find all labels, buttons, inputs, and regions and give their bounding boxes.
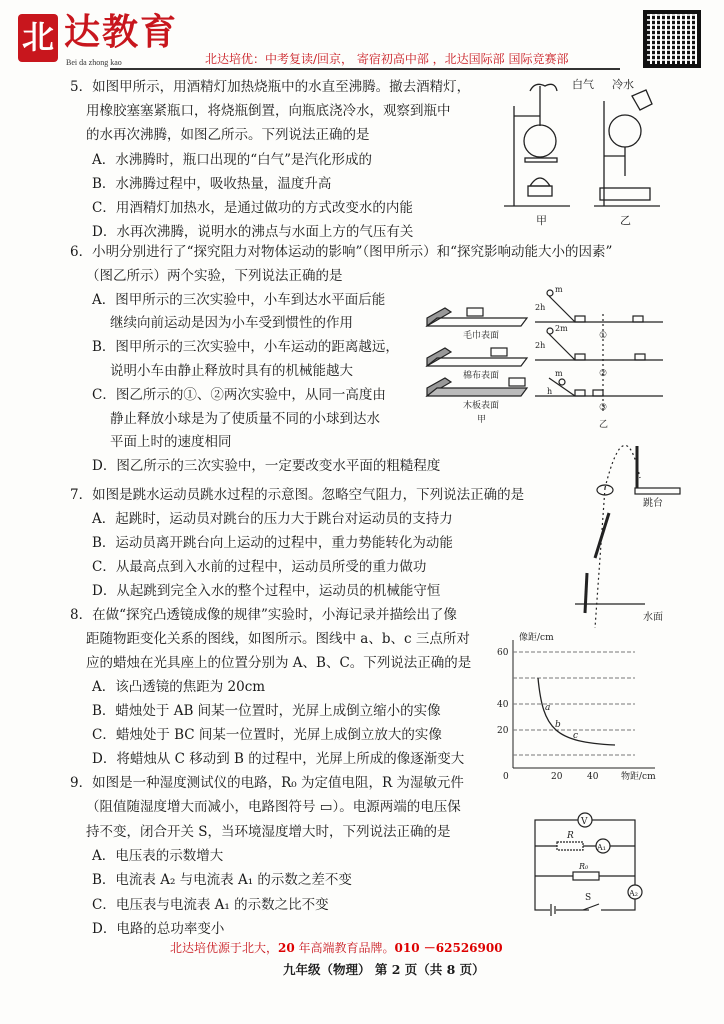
- header-divider: [110, 68, 620, 70]
- figure-label: A₁: [597, 843, 606, 852]
- question-text-line: 的水再次沸腾，如图乙所示。下列说法正确的是: [86, 127, 370, 144]
- figure-label: ②: [599, 369, 608, 379]
- question-text-line: C．电压表与电流表 A₁ 的示数之比不变: [92, 896, 329, 913]
- figure-label: c: [573, 731, 579, 741]
- brand-subtitle: Bei da zhong kao: [66, 58, 122, 67]
- question-text-line: 持不变，闭合开关 S，当环境湿度增大时，下列说法正确的是: [86, 823, 451, 840]
- figure-label: 水面: [643, 612, 663, 623]
- diver-figure: [575, 428, 685, 628]
- figure-label: 0: [503, 772, 509, 782]
- question-text-line: C．蜡烛处于 BC 间某一位置时，光屏上成倒立放大的实像: [92, 727, 442, 743]
- figure-label: 20: [497, 726, 509, 736]
- ad-text-2: 年高端教育品牌。: [294, 941, 395, 955]
- figure-label: 棉布表面: [463, 371, 500, 381]
- figure-label: 白气: [572, 78, 594, 91]
- figure-label: 甲: [536, 214, 547, 226]
- figure-label: 冷水: [612, 78, 634, 91]
- question-stem: 7．如图是跳水运动员跳水过程的示意图。忽略空气阻力，下列说法正确的是: [70, 487, 525, 503]
- figure-label: S: [585, 893, 592, 903]
- circuit-diagram: [525, 810, 645, 920]
- kinetic-energy-experiment-figure: [535, 284, 665, 429]
- question-text-line: 应的蜡烛在光具座上的位置分别为 A、B、C。下列说法正确的是: [86, 655, 472, 671]
- figure-label: b: [555, 720, 561, 730]
- figure-label: ①: [599, 331, 608, 341]
- question-text-line: 用橡胶塞塞紧瓶口，将烧瓶倒置，向瓶底浇冷水，观察到瓶中: [86, 103, 451, 120]
- figure-label: h: [547, 387, 553, 396]
- figure-label: 物距/cm: [621, 772, 656, 782]
- figure-label: R: [567, 831, 574, 841]
- figure-label: m: [555, 285, 563, 294]
- question-text-line: B．电流表 A₂ 与电流表 A₁ 的示数之差不变: [92, 872, 352, 889]
- figure-label: 跳台: [643, 498, 663, 509]
- figure-label: a: [545, 703, 551, 713]
- question-text-line: C．图乙所示的①、②两次实验中，从同一高度由: [92, 386, 386, 403]
- figure-label: 2m: [555, 324, 568, 333]
- question-text-line: 说明小车由静止释放时具有的机械能越大: [110, 363, 353, 379]
- question-text-line: 继续向前运动是因为小车受到惯性的作用: [110, 315, 353, 332]
- figure-label: 40: [497, 700, 509, 710]
- question-text-line: D．水再次沸腾，说明水的沸点与水面上方的气压有关: [92, 224, 414, 241]
- figure-label: V: [581, 817, 588, 827]
- brand-name: 达教育: [64, 11, 179, 53]
- question-text-line: A．水沸腾时，瓶口出现的“白气”是汽化形成的: [92, 151, 373, 168]
- question-text-line: 静止释放小球是为了使质量不同的小球到达水: [110, 410, 380, 427]
- boiling-flask-figure: [500, 76, 680, 226]
- header-slogan: 北达培优：中考复读/回京， 寄宿初高中部 ，北达国际部 国际竞赛部: [205, 52, 569, 66]
- figure-label: 毛巾表面: [463, 331, 500, 341]
- figure-label: 60: [497, 648, 509, 658]
- figure-label: 40: [587, 772, 599, 782]
- question-text-line: A．起跳时，运动员对跳台的压力大于跳台对运动员的支持力: [92, 511, 453, 527]
- question-stem: 5．如图甲所示，用酒精灯加热烧瓶中的水直至沸腾。撤去酒精灯，: [70, 79, 471, 95]
- figure-label: 20: [551, 772, 563, 782]
- logo-mark: 北: [18, 14, 58, 62]
- figure-label: 木板表面: [463, 401, 500, 411]
- figure-label: A₂: [629, 889, 638, 898]
- question-text-line: A．电压表的示数增大: [92, 847, 224, 864]
- figure-label: 乙: [620, 214, 631, 226]
- page-number: 九年级（物理） 第 2 页（共 8 页）: [283, 962, 485, 977]
- figure-label: 2h: [535, 303, 546, 312]
- figure-label: 甲: [477, 415, 487, 425]
- question-text-line: B．水沸腾过程中，吸收热量，温度升高: [92, 175, 332, 192]
- ad-text: 北达培优源于北大，: [170, 941, 279, 955]
- figure-label: 2h: [535, 341, 546, 350]
- question-text-line: C．从最高点到入水前的过程中，运动员所受的重力做功: [92, 559, 427, 575]
- question-text-line: D．图乙所示的三次实验中，一定要改变水平面的粗糙程度: [92, 458, 441, 475]
- question-text-line: （图乙所示）两个实验，下列说法正确的是: [86, 267, 343, 284]
- figure-label: R₀: [579, 862, 589, 871]
- question-stem: 9．如图是一种湿度测试仪的电路，R₀ 为定值电阻，R 为湿敏元件: [70, 775, 464, 791]
- ad-years: 20: [278, 941, 295, 955]
- question-text-line: D．从起跳到完全入水的整个过程中，运动员的机械能守恒: [92, 583, 441, 599]
- question-text-line: A．图甲所示的三次实验中，小车到达水平面后能: [92, 291, 386, 308]
- figure-label: 乙: [599, 420, 609, 429]
- figure-label: m: [555, 369, 563, 378]
- question-text-line: D．将蜡烛从 C 移动到 B 的过程中，光屏上所成的像逐渐变大: [92, 751, 465, 767]
- question-text-line: B．图甲所示的三次实验中，小车运动的距离越远，: [92, 339, 399, 356]
- question-text-line: 平面上时的速度相同: [110, 434, 232, 451]
- question-text-line: （阻值随湿度增大而减小，电路图符号 ▭）。电源两端的电压保: [86, 799, 461, 816]
- image-distance-graph: [497, 630, 675, 782]
- figure-label: 像距/cm: [519, 633, 554, 643]
- question-text-line: B．蜡烛处于 AB 间某一位置时，光屏上成倒立缩小的实像: [92, 703, 441, 719]
- ad-phone: 010 －62526900: [394, 941, 503, 955]
- question-text-line: 距随物距变化关系的图线，如图所示。图线中 a、b、c 三点所对: [86, 631, 470, 647]
- question-text-line: A．该凸透镜的焦距为 20cm: [92, 679, 266, 695]
- question-stem: 6．小明分别进行了“探究阻力对物体运动的影响”（图甲所示）和“探究影响动能大小的因素”: [70, 244, 613, 260]
- question-text-line: B．运动员离开跳台向上运动的过程中，重力势能转化为动能: [92, 535, 453, 551]
- footer-advertisement: [170, 941, 503, 955]
- figure-label: ③: [599, 403, 608, 413]
- qr-code-icon: [643, 10, 701, 68]
- question-text-line: D．电路的总功率变小: [92, 920, 225, 937]
- friction-experiment-figure: [425, 290, 535, 425]
- question-stem: 8．在做“探究凸透镜成像的规律”实验时，小海记录并描绘出了像: [70, 607, 457, 623]
- question-text-line: C．用酒精灯加热水，是通过做功的方式改变水的内能: [92, 200, 413, 216]
